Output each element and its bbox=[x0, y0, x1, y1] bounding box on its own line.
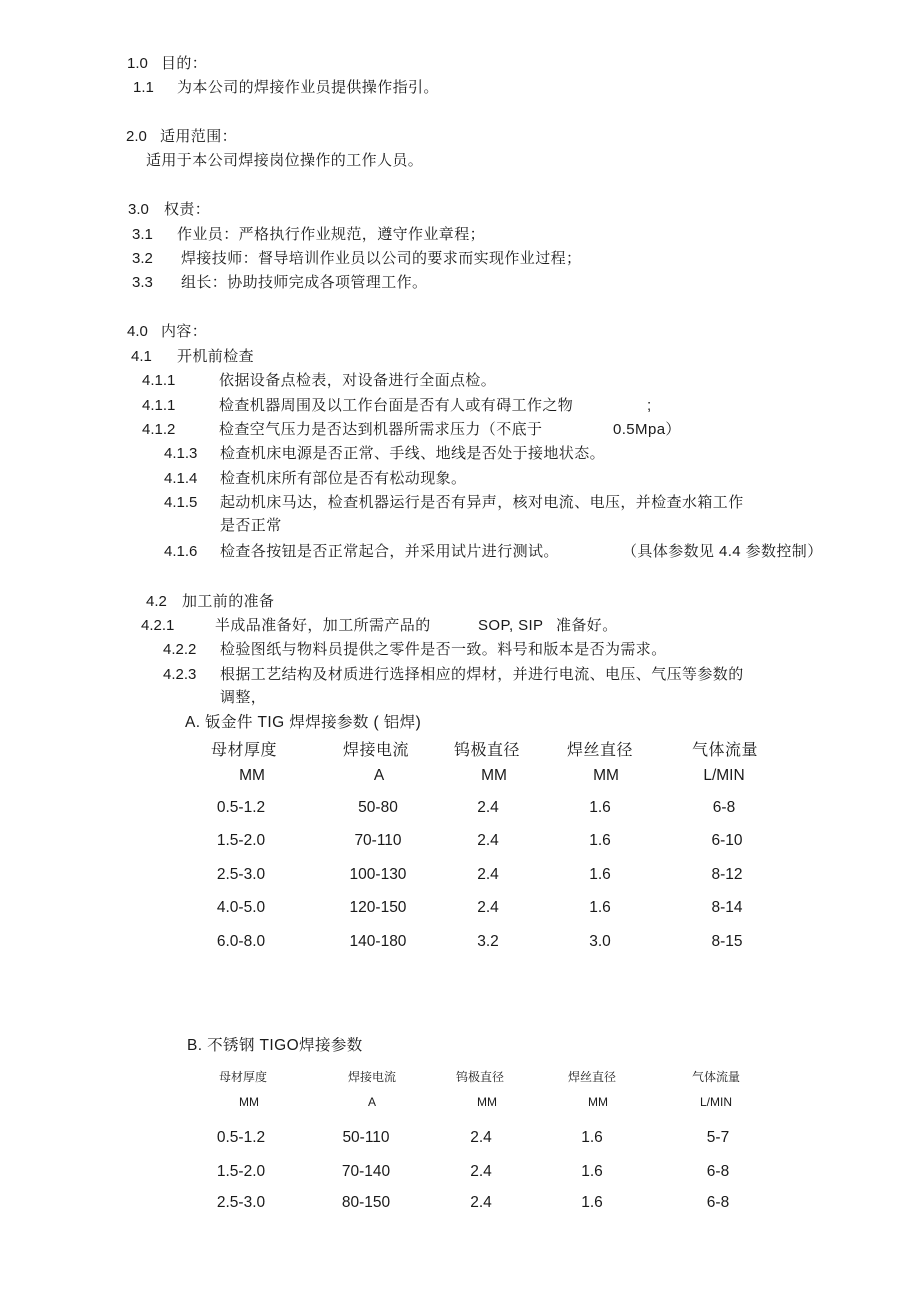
item-text: 组长：协助技师完成各项管理工作。 bbox=[181, 274, 428, 291]
item-text: 半成品准备好，加工所需产品的 bbox=[215, 617, 431, 634]
table-a-cell: 6-10 bbox=[711, 832, 743, 849]
section-title: 权责： bbox=[164, 201, 211, 218]
table-b-cell: 2.4 bbox=[470, 1129, 492, 1146]
table-b-cell: 2.4 bbox=[470, 1163, 492, 1180]
table-a-cell: 70-110 bbox=[354, 832, 402, 849]
table-a-cell: 140-180 bbox=[349, 933, 407, 950]
table-b-cell: 0.5-1.2 bbox=[216, 1129, 266, 1146]
table-a-cell: 8-14 bbox=[711, 899, 743, 916]
table-b-cell: 2.4 bbox=[470, 1194, 492, 1211]
table-b-unit: A bbox=[367, 1095, 376, 1109]
table-b-cell: 70-140 bbox=[341, 1163, 391, 1180]
item-mid: SOP, SIP bbox=[478, 617, 544, 634]
table-b-header: 焊丝直径 bbox=[567, 1070, 616, 1084]
item-text-continued: 调整， bbox=[220, 689, 267, 706]
table-b-cell: 80-150 bbox=[341, 1194, 391, 1211]
table-b-cell: 5-7 bbox=[706, 1129, 730, 1146]
table-a-cell: 1.5-2.0 bbox=[216, 832, 266, 849]
table-a-cell: 6.0-8.0 bbox=[216, 933, 266, 950]
table-a-unit: MM bbox=[593, 767, 619, 784]
item-text: 作业员：严格执行作业规范，遵守作业章程； bbox=[177, 226, 486, 243]
table-a-header: 气体流量 bbox=[691, 742, 758, 759]
table-a-unit: A bbox=[373, 767, 385, 784]
table-a-cell: 6-8 bbox=[712, 799, 736, 816]
table-b-cell: 1.6 bbox=[581, 1194, 603, 1211]
item-text: 根据工艺结构及材质进行选择相应的焊材，并进行电流、电压、气压等参数的 bbox=[220, 666, 744, 683]
table-a-cell: 120-150 bbox=[349, 899, 407, 916]
table-b-header: 焊接电流 bbox=[347, 1070, 396, 1084]
table-a-cell: 2.4 bbox=[477, 866, 499, 883]
item-number: 4.1 bbox=[131, 348, 152, 365]
table-b-header: 母材厚度 bbox=[218, 1070, 267, 1084]
item-text: 检查各按钮是否正常起合，并采用试片进行测试。 bbox=[220, 543, 559, 560]
item-number: 4.2.2 bbox=[163, 641, 197, 658]
table-b-header: 钨极直径 bbox=[455, 1070, 504, 1084]
item-number: 4.1.1 bbox=[142, 397, 176, 414]
section-number: 4.0 bbox=[127, 323, 148, 340]
table-a-cell: 3.0 bbox=[589, 933, 611, 950]
table-a-cell: 1.6 bbox=[589, 799, 611, 816]
table-a-header: 母材厚度 bbox=[210, 742, 277, 759]
item-number: 3.1 bbox=[132, 226, 153, 243]
table-b-cell: 6-8 bbox=[706, 1194, 730, 1211]
item-number: 4.2.3 bbox=[163, 666, 197, 683]
table-a-cell: 100-130 bbox=[349, 866, 407, 883]
table-b-cell: 50-110 bbox=[342, 1129, 390, 1146]
item-text: 开机前检查 bbox=[177, 348, 255, 365]
table-a-cell: 0.5-1.2 bbox=[216, 799, 266, 816]
table-a-cell: 2.5-3.0 bbox=[216, 866, 266, 883]
item-text: 检查机器周围及以工作台面是否有人或有碍工作之物 bbox=[219, 397, 574, 414]
item-suffix: （具体参数见 4.4 参数控制） bbox=[622, 543, 823, 560]
item-number: 4.2.1 bbox=[141, 617, 175, 634]
table-a-cell: 1.6 bbox=[589, 866, 611, 883]
item-suffix: 0.5Mpa） bbox=[613, 421, 681, 438]
section-number: 1.0 bbox=[127, 55, 148, 72]
item-text: 焊接技师：督导培训作业员以公司的要求而实现作业过程； bbox=[181, 250, 582, 267]
table-a-cell: 3.2 bbox=[477, 933, 499, 950]
item-suffix: ; bbox=[647, 397, 652, 414]
table-b-unit: MM bbox=[477, 1095, 497, 1109]
section-body: 适用于本公司焊接岗位操作的工作人员。 bbox=[146, 152, 424, 169]
table-a-cell: 8-12 bbox=[711, 866, 743, 883]
table-b-unit: MM bbox=[588, 1095, 608, 1109]
item-number: 4.1.2 bbox=[142, 421, 176, 438]
item-text: 为本公司的焊接作业员提供操作指引。 bbox=[177, 79, 439, 96]
table-b-cell: 1.6 bbox=[581, 1129, 603, 1146]
table-a-unit: MM bbox=[481, 767, 507, 784]
table-a-unit: MM bbox=[239, 767, 265, 784]
item-text: 检查机床所有部位是否有松动现象。 bbox=[220, 470, 467, 487]
table-a-header: 钨极直径 bbox=[453, 742, 520, 759]
table-b-cell: 6-8 bbox=[706, 1163, 730, 1180]
table-a-cell: 4.0-5.0 bbox=[216, 899, 266, 916]
table-a-cell: 1.6 bbox=[589, 832, 611, 849]
item-number: 4.1.4 bbox=[164, 470, 198, 487]
item-text-continued: 是否正常 bbox=[220, 517, 282, 534]
table-a-cell: 2.4 bbox=[477, 899, 499, 916]
item-number: 1.1 bbox=[133, 79, 154, 96]
item-number: 4.1.5 bbox=[164, 494, 198, 511]
table-a-cell: 50-80 bbox=[358, 799, 398, 816]
table-b-unit: MM bbox=[239, 1095, 259, 1109]
table-a-cell: 2.4 bbox=[477, 799, 499, 816]
section-title: 目的： bbox=[161, 55, 208, 72]
item-text: 依据设备点检表，对设备进行全面点检。 bbox=[219, 372, 497, 389]
table-a-cell: 8-15 bbox=[711, 933, 743, 950]
section-title: 适用范围： bbox=[160, 128, 238, 145]
section-title: 内容： bbox=[161, 323, 208, 340]
table-b-cell: 1.6 bbox=[581, 1163, 603, 1180]
table-b-title: B. 不锈钢 TIGO焊接参数 bbox=[187, 1037, 363, 1054]
item-text: 检查空气压力是否达到机器所需求压力（不底于 bbox=[219, 421, 543, 438]
item-number: 4.1.1 bbox=[142, 372, 176, 389]
table-b-cell: 1.5-2.0 bbox=[216, 1163, 266, 1180]
table-b-header: 气体流量 bbox=[691, 1070, 740, 1084]
item-text: 检验图纸与物料员提供之零件是否一致。料号和版本是否为需求。 bbox=[220, 641, 667, 658]
item-text: 起动机床马达，检查机器运行是否有异声，核对电流、电压，并检查水箱工作 bbox=[220, 494, 744, 511]
item-text: 检查机床电源是否正常、手线、地线是否处于接地状态。 bbox=[220, 445, 606, 462]
item-text: 加工前的准备 bbox=[182, 593, 275, 610]
item-number: 3.2 bbox=[132, 250, 153, 267]
item-number: 4.2 bbox=[146, 593, 167, 610]
item-number: 4.1.3 bbox=[164, 445, 198, 462]
section-number: 3.0 bbox=[128, 201, 149, 218]
table-a-title: A. 钣金件 TIG 焊焊接参数 ( 铝焊) bbox=[185, 714, 422, 731]
item-number: 3.3 bbox=[132, 274, 153, 291]
table-a-cell: 1.6 bbox=[589, 899, 611, 916]
table-a-header: 焊丝直径 bbox=[566, 742, 633, 759]
table-a-header: 焊接电流 bbox=[342, 742, 409, 759]
section-number: 2.0 bbox=[126, 128, 147, 145]
table-a-unit: L/MIN bbox=[703, 767, 745, 784]
item-suffix: 准备好。 bbox=[556, 617, 618, 634]
table-b-unit: L/MIN bbox=[699, 1095, 732, 1109]
table-b-cell: 2.5-3.0 bbox=[216, 1194, 266, 1211]
table-a-cell: 2.4 bbox=[477, 832, 499, 849]
item-number: 4.1.6 bbox=[164, 543, 198, 560]
